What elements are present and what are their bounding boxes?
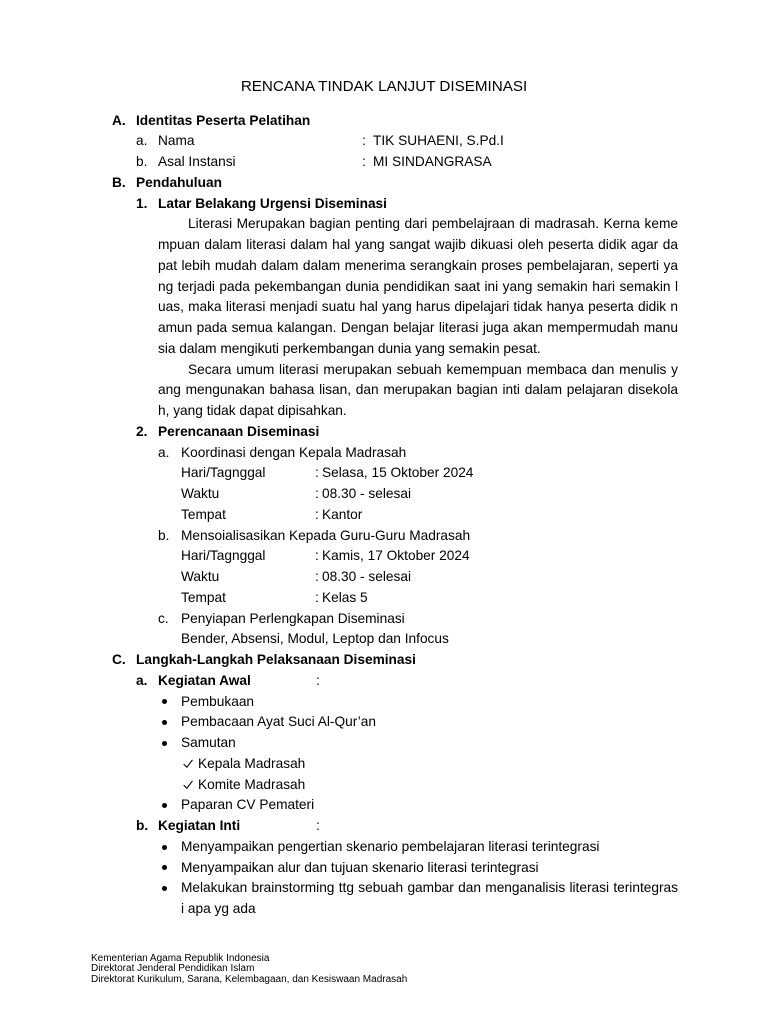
paragraph-line: uas, maka literasi menjadi suatu hal yang harus dipelajari tidak hanya peserta didik n: [158, 299, 678, 315]
equipment-list: Bender, Absensi, Modul, Leptop dan Infocus: [181, 631, 449, 647]
plan-item-marker: b.: [158, 527, 170, 543]
paragraph-line: pat lebih mudah dalam dalam menerima serangkain proses pembelajaran, seperti ya: [158, 257, 678, 273]
paragraph-row: [0, 360, 768, 381]
bullet-icon: [162, 886, 167, 891]
paragraph-row: [0, 277, 768, 298]
section-pendahuluan-heading-row: [0, 173, 768, 194]
activity-heading-row: [0, 816, 768, 837]
list-item-text: Menyampaikan alur dan tujuan skenario literasi terintegrasi: [181, 859, 539, 875]
list-subitem-text: Komite Madrasah: [198, 776, 306, 792]
plan-detail-row: [0, 546, 768, 567]
plan-item-title: Mensoialisasikan Kepada Guru-Guru Madrasah: [181, 527, 471, 543]
check-list-item: [0, 754, 768, 775]
detail-value: Kantor: [322, 506, 363, 522]
paragraph-line: ang mengunakan bahasa lisan, dan merupakan bagian inti dalam pelajaran disekola: [158, 382, 678, 398]
section-langkah-heading-row: [0, 650, 768, 671]
plan-item-marker: a.: [158, 444, 170, 460]
detail-separator: :: [315, 569, 319, 585]
activity-heading-row: [0, 671, 768, 692]
bullet-list-item: [0, 858, 768, 879]
activity-marker: a.: [136, 672, 148, 688]
paragraph-row: [0, 401, 768, 422]
section-heading: Identitas Peserta Pelatihan: [136, 112, 311, 128]
detail-separator: :: [315, 548, 319, 564]
check-icon: [183, 759, 193, 769]
detail-label: Hari/Tagnggal: [181, 465, 266, 481]
field-label: Asal Instansi: [158, 154, 236, 170]
plan-detail-row: [0, 588, 768, 609]
section-heading: Pendahuluan: [136, 174, 222, 190]
field-marker: a.: [136, 133, 148, 149]
field-separator: :: [362, 154, 366, 170]
footer-line: Direktorat Kurikulum, Sarana, Kelembagaan, dan Kesiswaan Madrasah: [91, 973, 408, 985]
footer-line: Direktorat Jenderal Pendidikan Islam: [91, 963, 255, 975]
bullet-list-continuation: [0, 899, 768, 920]
plan-detail-row: [0, 629, 768, 650]
field-separator: :: [362, 133, 366, 149]
detail-value: 08.30 - selesai: [322, 486, 412, 502]
detail-label: Waktu: [181, 569, 220, 585]
subsection-marker: 1.: [136, 195, 148, 211]
activity-separator: :: [316, 672, 320, 688]
detail-separator: :: [315, 486, 319, 502]
detail-separator: :: [315, 465, 319, 481]
list-item-text: i apa yg ada: [181, 901, 256, 917]
paragraph-row: [0, 380, 768, 401]
paragraph-line: Secara umum literasi merupakan sebuah kemempuan membaca dan menulis y: [188, 361, 678, 377]
field-value: MI SINDANGRASA: [373, 154, 492, 170]
subsection-marker: 2.: [136, 423, 148, 439]
detail-label: Tempat: [181, 506, 226, 522]
paragraph-row: [0, 214, 768, 235]
bullet-list-item: [0, 733, 768, 754]
subsection-heading-row: [0, 422, 768, 443]
bullet-icon: [162, 699, 167, 704]
paragraph-row: [0, 297, 768, 318]
subsection-heading: Perencanaan Diseminasi: [158, 423, 320, 439]
bullet-icon: [162, 845, 167, 850]
plan-detail-row: [0, 567, 768, 588]
detail-value: Selasa, 15 Oktober 2024: [322, 465, 474, 481]
plan-item-row: [0, 526, 768, 547]
plan-item-marker: c.: [158, 610, 169, 626]
detail-separator: :: [315, 589, 319, 605]
subsection-heading-row: [0, 194, 768, 215]
activity-heading: Kegiatan Awal: [158, 672, 251, 688]
subsection-heading: Latar Belakang Urgensi Diseminasi: [158, 195, 387, 211]
check-list-item: [0, 775, 768, 796]
detail-label: Waktu: [181, 486, 220, 502]
identity-field-row: [0, 152, 768, 173]
detail-value: Kelas 5: [322, 589, 368, 605]
document-body: [0, 111, 768, 920]
plan-detail-row: [0, 484, 768, 505]
plan-detail-row: [0, 505, 768, 526]
list-item-text: Pembukaan: [181, 693, 255, 709]
paragraph-row: [0, 339, 768, 360]
bullet-icon: [162, 720, 167, 725]
list-item-text: Samutan: [181, 735, 236, 751]
paragraph-line: sia dalam mengikuti perkembangan dunia yang semakin pesat.: [158, 340, 541, 356]
plan-item-row: [0, 609, 768, 630]
list-item-text: Paparan CV Pemateri: [181, 797, 315, 813]
section-marker: A.: [112, 112, 126, 128]
bullet-list-item: [0, 712, 768, 733]
activity-heading: Kegiatan Inti: [158, 818, 241, 834]
bullet-list-item: [0, 692, 768, 713]
bullet-icon: [162, 803, 167, 808]
detail-separator: :: [315, 506, 319, 522]
detail-value: Kamis, 17 Oktober 2024: [322, 548, 470, 564]
paragraph-row: [0, 235, 768, 256]
bullet-list-item: [0, 878, 768, 899]
paragraph-line: amun pada semua kalangan. Dengan belajar literasi juga akan mempermudah manu: [158, 320, 678, 336]
page-footer: [91, 954, 407, 986]
detail-value: 08.30 - selesai: [322, 569, 412, 585]
bullet-list-item: [0, 795, 768, 816]
paragraph-row: [0, 256, 768, 277]
check-icon: [183, 780, 193, 790]
paragraph-row: [0, 318, 768, 339]
bullet-icon: [162, 741, 167, 746]
section-marker: C.: [112, 652, 126, 668]
field-marker: b.: [136, 154, 148, 170]
section-marker: B.: [112, 174, 126, 190]
list-subitem-text: Kepala Madrasah: [198, 755, 306, 771]
section-identitas-heading-row: [0, 111, 768, 132]
plan-detail-row: [0, 463, 768, 484]
field-label: Nama: [158, 133, 195, 149]
detail-label: Hari/Tagnggal: [181, 548, 266, 564]
document-title: RENCANA TINDAK LANJUT DISEMINASI: [240, 78, 528, 95]
list-item-text: Menyampaikan pengertian skenario pembelajaran literasi terintegrasi: [181, 838, 600, 854]
plan-item-title: Koordinasi dengan Kepala Madrasah: [181, 444, 407, 460]
paragraph-line: mpuan dalam literasi dalam hal yang sangat wajib dikuasi oleh peserta didik agar da: [158, 237, 678, 253]
plan-item-title: Penyiapan Perlengkapan Diseminasi: [181, 610, 405, 626]
field-value: TIK SUHAENI, S.Pd.I: [373, 133, 504, 149]
activity-marker: b.: [136, 818, 149, 834]
activity-separator: :: [316, 818, 320, 834]
plan-item-row: [0, 443, 768, 464]
identity-field-row: [0, 131, 768, 152]
bullet-list-item: [0, 837, 768, 858]
bullet-icon: [162, 865, 167, 870]
section-heading: Langkah-Langkah Pelaksanaan Diseminasi: [136, 652, 416, 668]
list-item-text: Melakukan brainstorming ttg sebuah gambar dan menganalisis literasi terintegras: [181, 880, 678, 896]
paragraph-line: ng terjadi pada pekembangan dunia pendidikan saat ini yang semakin hari semakin l: [158, 278, 678, 294]
footer-line: Kementerian Agama Republik Indonesia: [91, 952, 270, 964]
paragraph-line: Literasi Merupakan bagian penting dari pembelajraan di madrasah. Kerna keme: [188, 216, 678, 232]
detail-label: Tempat: [181, 589, 226, 605]
paragraph-line: h, yang tidak dapat dipisahkan.: [158, 403, 347, 419]
list-item-text: Pembacaan Ayat Suci Al-Qur’an: [181, 714, 377, 730]
